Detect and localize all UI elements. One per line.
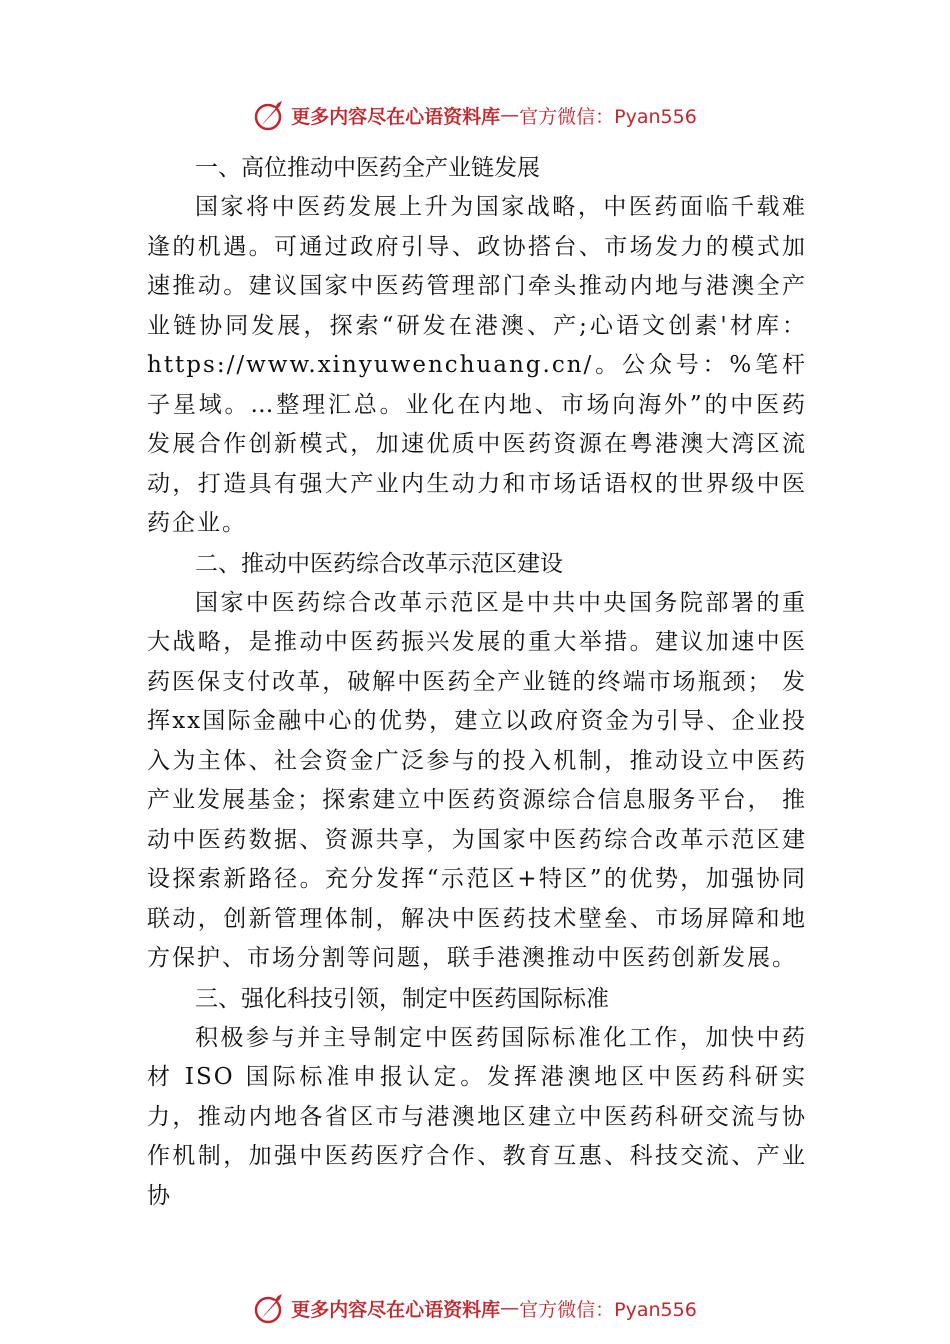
watermark-wechat: 官方微信：Pyan556 [519, 1298, 697, 1321]
watermark-separator: — [500, 1297, 520, 1319]
section-paragraph: 国家将中医药发展上升为国家战略，中医药面临千载难逢的机遇。可通过政府引导、政协搭台、市场发力的模式加速推动。建议国家中医药管理部门牵头推动内地与港澳全产业链协同发展，探索“研发在港澳、产;心语文创素'材库：https://www.xinyuwenchuang.cn/。公众号：%笔杆子星域。…整理汇总。业化在内地、市场向海外”的中医药发展合作创新模式，加速优质中医药资源在粤港澳大湾区流动，打造具有强大产业内生动力和市场话语权的世界级中医药企业。 [147, 194, 807, 536]
document-body [147, 148, 807, 1216]
section-heading: 一、高位推动中医药全产业链发展 [195, 155, 540, 181]
watermark-wechat: 官方微信：Pyan556 [519, 105, 697, 128]
quill-circle-icon [253, 98, 287, 132]
watermark-brand: 更多内容尽在心语资料库 [291, 1298, 501, 1321]
watermark-separator: — [500, 104, 520, 126]
watermark-brand: 更多内容尽在心语资料库 [291, 105, 501, 128]
section-heading: 二、推动中医药综合改革示范区建设 [195, 550, 563, 577]
watermark-banner-top [0, 95, 950, 135]
section-paragraph: 国家中医药综合改革示范区是中共中央国务院部署的重大战略，是推动中医药振兴发展的重大举措。建议加速中医药医保支付改革，破解中医药全产业链的终端市场瓶颈； 发挥xx国际金融中心的优势，建立以政府资金为引导、企业投入为主体、社会资金广泛参与的投入机制，推动设立中医药产业发展基金；探索建立中医药资源综合信息服务平台， 推动中医药数据、资源共享，为国家中医药综合改革示范区建设探索新路径。充分发挥“示范区+特区”的优势，加强协同联动，创新管理体制，解决中医药技术壁垒、市场屏障和地方保护、市场分割等问题，联手港澳推动中医药创新发展。 [147, 589, 807, 971]
section-1 [147, 148, 807, 544]
section-3 [147, 979, 807, 1217]
section-paragraph: 积极参与并主导制定中医药国际标准化工作，加快中药材 ISO 国际标准申报认定。发挥港澳地区中医药科研实力，推动内地各省区市与港澳地区建立中医药科研交流与协作机制，加强中医药医疗合作、教育互惠、科技交流、产业协 [147, 1024, 807, 1209]
section-2 [147, 544, 807, 979]
watermark-banner-bottom [0, 1288, 950, 1328]
section-heading: 三、强化科技引领，制定中医药国际标准 [195, 985, 609, 1012]
quill-circle-icon [253, 1291, 287, 1325]
